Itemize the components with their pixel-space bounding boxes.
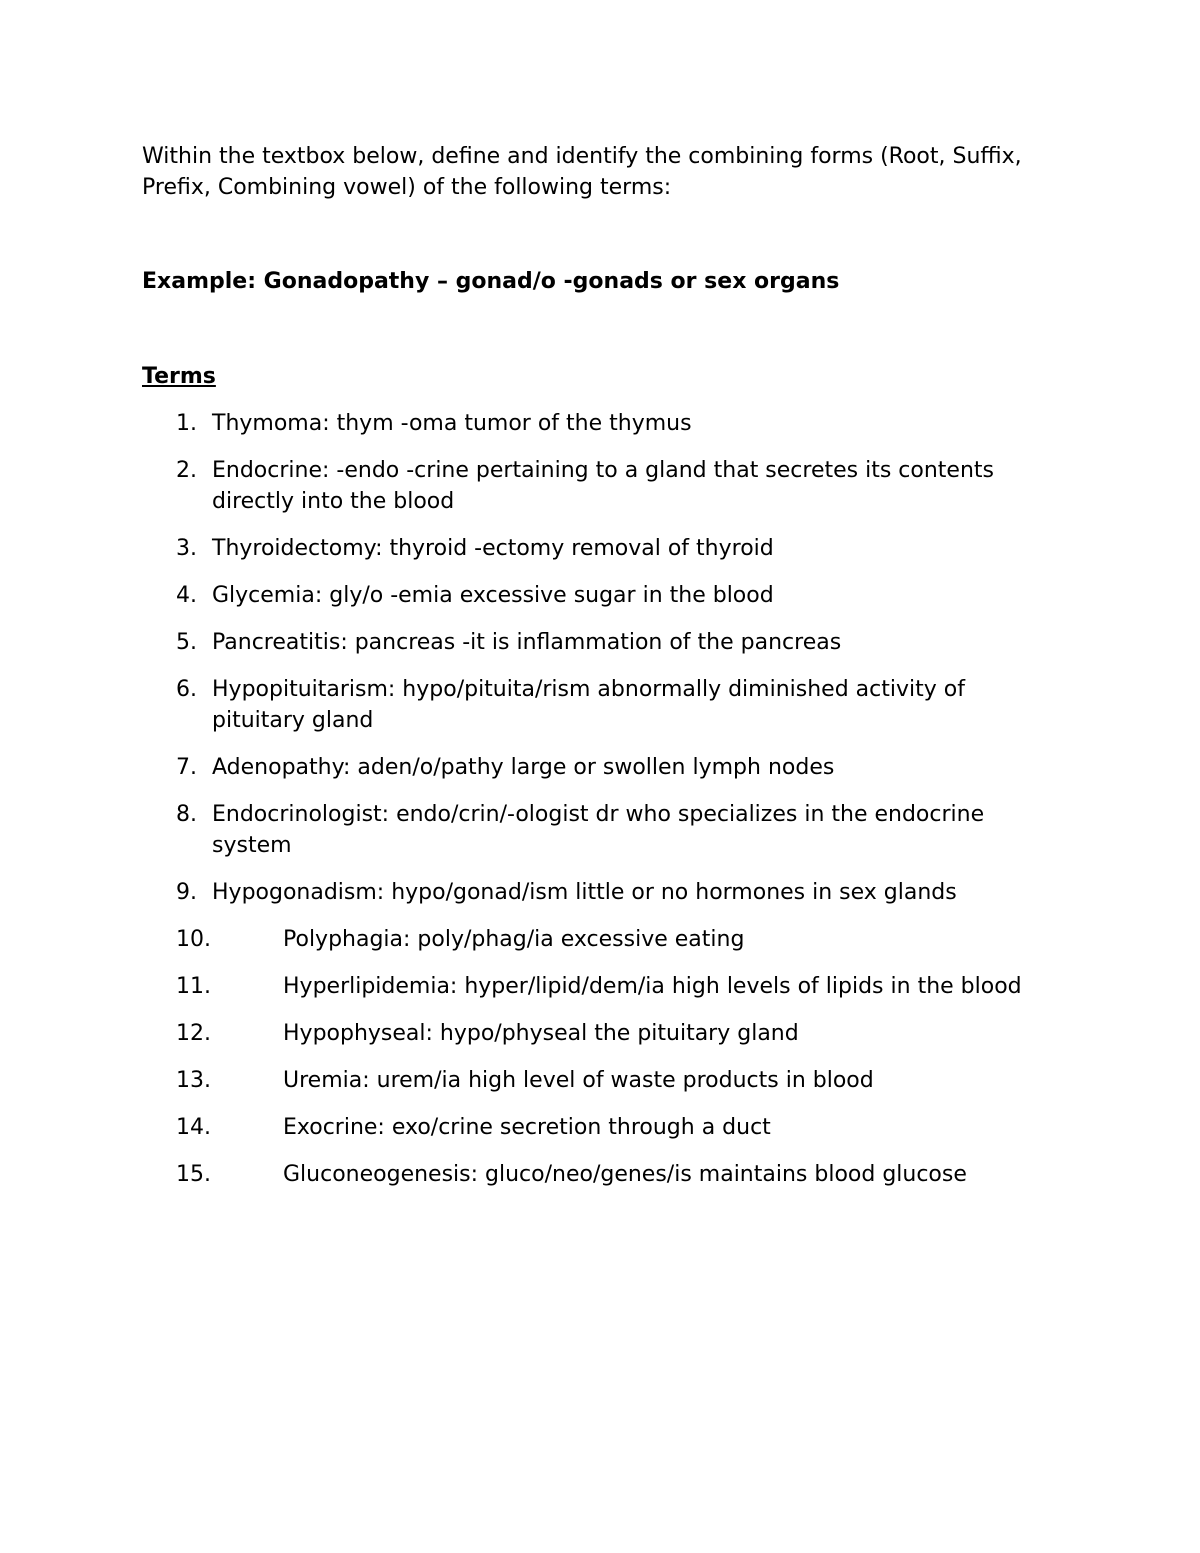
item-number: 2. [176,458,197,483]
item-text: Pancreatitis: pancreas -it is inflammation of the pancreas [212,630,842,655]
list-item [0,799,1062,861]
list-item [0,877,1062,908]
item-number: 13. [176,1068,211,1093]
item-number: 12. [176,1021,211,1046]
item-text: Hypopituitarism: hypo/pituita/rism abnormally diminished activity of pituitary gland [212,677,965,733]
item-number: 4. [176,583,197,608]
list-item [0,924,1062,955]
item-text: Hypophyseal: hypo/physeal the pituitary gland [283,1021,799,1046]
item-number: 9. [176,880,197,905]
item-number: 5. [176,630,197,655]
item-number: 11. [176,974,211,999]
item-text: Endocrine: -endo -crine pertaining to a gland that secretes its contents directly into the blood [212,458,994,514]
item-number: 6. [176,677,197,702]
item-text: Thymoma: thym -oma tumor of the thymus [212,411,692,436]
list-item [0,1018,1062,1049]
item-text: Thyroidectomy: thyroid -ectomy removal of thyroid [212,536,774,561]
item-text: Adenopathy: aden/o/pathy large or swollen lymph nodes [212,755,835,780]
item-number: 15. [176,1162,211,1187]
list-item [0,627,1062,658]
terms-heading: Terms [142,364,216,389]
item-number: 10. [176,927,211,952]
item-text: Hypogonadism: hypo/gonad/ism little or no hormones in sex glands [212,880,957,905]
list-item [0,1112,1062,1143]
item-text: Endocrinologist: endo/crin/-ologist dr who specializes in the endocrine system [212,802,985,858]
list-item [0,674,1062,736]
item-number: 7. [176,755,197,780]
list-item [0,752,1062,783]
list-item [0,408,1062,439]
instructions-text: Within the textbox below, define and identify the combining forms (Root, Suffix, Prefix, Combining vowel) of the following terms: [142,144,1022,200]
item-number: 3. [176,536,197,561]
list-item [0,1065,1062,1096]
item-number: 8. [176,802,197,827]
item-text: Gluconeogenesis: gluco/neo/genes/is maintains blood glucose [283,1162,967,1187]
example-text: Example: Gonadopathy – gonad/o -gonads or sex organs [142,269,840,294]
terms-list [0,408,1200,1206]
list-item [0,580,1062,611]
item-number: 14. [176,1115,211,1140]
list-item [0,533,1062,564]
list-item [0,455,1062,517]
item-text: Exocrine: exo/crine secretion through a duct [283,1115,771,1140]
item-text: Glycemia: gly/o -emia excessive sugar in the blood [212,583,774,608]
item-number: 1. [176,411,197,436]
item-text: Polyphagia: poly/phag/ia excessive eating [283,927,745,952]
list-item [0,1159,1062,1190]
item-text: Uremia: urem/ia high level of waste products in blood [283,1068,874,1093]
item-text: Hyperlipidemia: hyper/lipid/dem/ia high levels of lipids in the blood [283,974,1022,999]
list-item [0,971,1062,1002]
